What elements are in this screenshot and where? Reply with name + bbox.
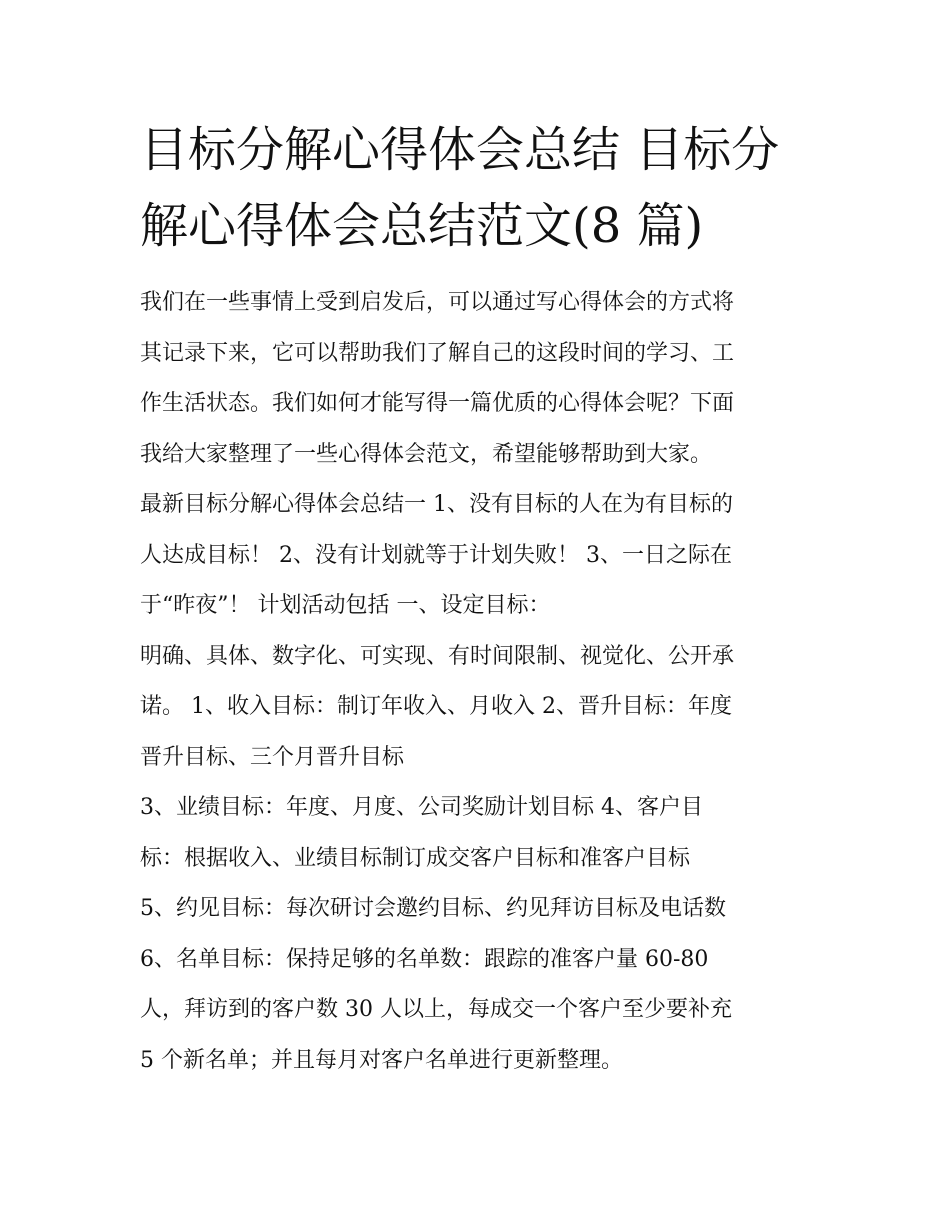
body-line: 作生活状态。我们如何才能写得一篇优质的心得体会呢？下面 xyxy=(140,391,735,416)
body-line: 5 个新名单；并且每月对客户名单进行更新整理。 xyxy=(140,1047,623,1073)
body-line: 人，拜访到的客户数 30 人以上，每成交一个客户至少要补充 xyxy=(140,997,732,1022)
body-line: 诺。 1、收入目标：制订年收入、月收入 2、晋升目标：年度 xyxy=(140,694,732,719)
body-line: 人达成目标！ 2、没有计划就等于计划失败！ 3、一日之际在 xyxy=(140,542,732,568)
body-line: 晋升目标、三个月晋升目标 xyxy=(140,744,405,770)
body-line: 最新目标分解心得体会总结一 1、没有目标的人在为有目标的 xyxy=(140,492,733,517)
document-title xyxy=(140,112,820,264)
body-line: 5、约见目标：每次研讨会邀约目标、约见拜访目标及电话数 xyxy=(140,896,726,921)
body-line: 6、名单目标：保持足够的名单数：跟踪的准客户量 60-80 xyxy=(140,946,709,972)
title-line-1: 目标分解心得体会总结 目标分 xyxy=(140,122,780,178)
body-line: 我们在一些事情上受到启发后，可以通过写心得体会的方式将 xyxy=(140,290,735,315)
document-page xyxy=(140,112,820,1086)
title-line-2: 解心得体会总结范文(8 篇) xyxy=(140,198,704,254)
body-line: 标：根据收入、业绩目标制订成交客户目标和准客户目标 xyxy=(140,845,691,871)
body-line: 于“昨夜”！ 计划活动包括 一、设定目标： xyxy=(140,593,551,618)
body-line: 我给大家整理了一些心得体会范文，希望能够帮助到大家。 xyxy=(140,441,713,467)
body-line: 其记录下来，它可以帮助我们了解自己的这段时间的学习、工 xyxy=(140,340,735,366)
document-body xyxy=(140,278,820,1086)
body-line: 3、业绩目标：年度、月度、公司奖励计划目标 4、客户目 xyxy=(140,795,703,820)
body-line: 明确、具体、数字化、可实现、有时间限制、视觉化、公开承 xyxy=(140,643,735,669)
